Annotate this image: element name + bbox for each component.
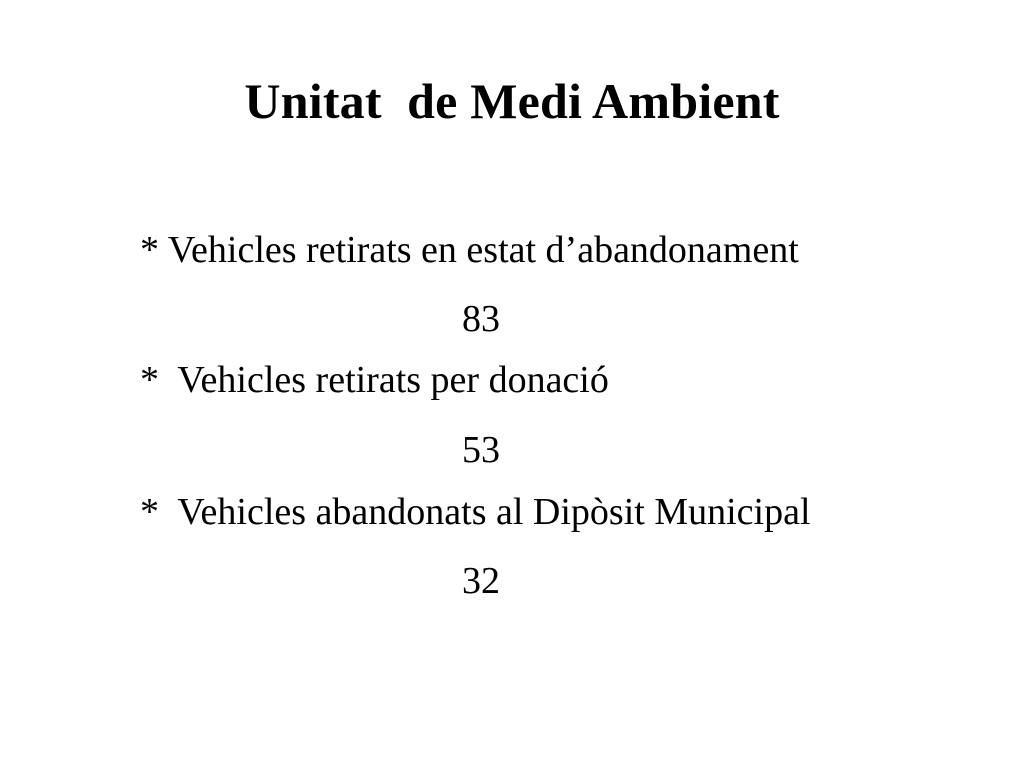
item-label-abandoned-removed: * Vehicles retirats en estat d’abandonament xyxy=(140,229,799,271)
item-value-donated-removed: 53 xyxy=(462,429,500,471)
slide-title: Unitat de Medi Ambient xyxy=(244,73,780,129)
item-value-abandoned-in-depot: 32 xyxy=(462,560,500,602)
item-label-donated-removed: * Vehicles retirats per donació xyxy=(140,359,609,401)
item-value-abandoned-removed: 83 xyxy=(462,298,500,340)
item-label-abandoned-in-depot: * Vehicles abandonats al Dipòsit Municipal xyxy=(140,491,811,533)
